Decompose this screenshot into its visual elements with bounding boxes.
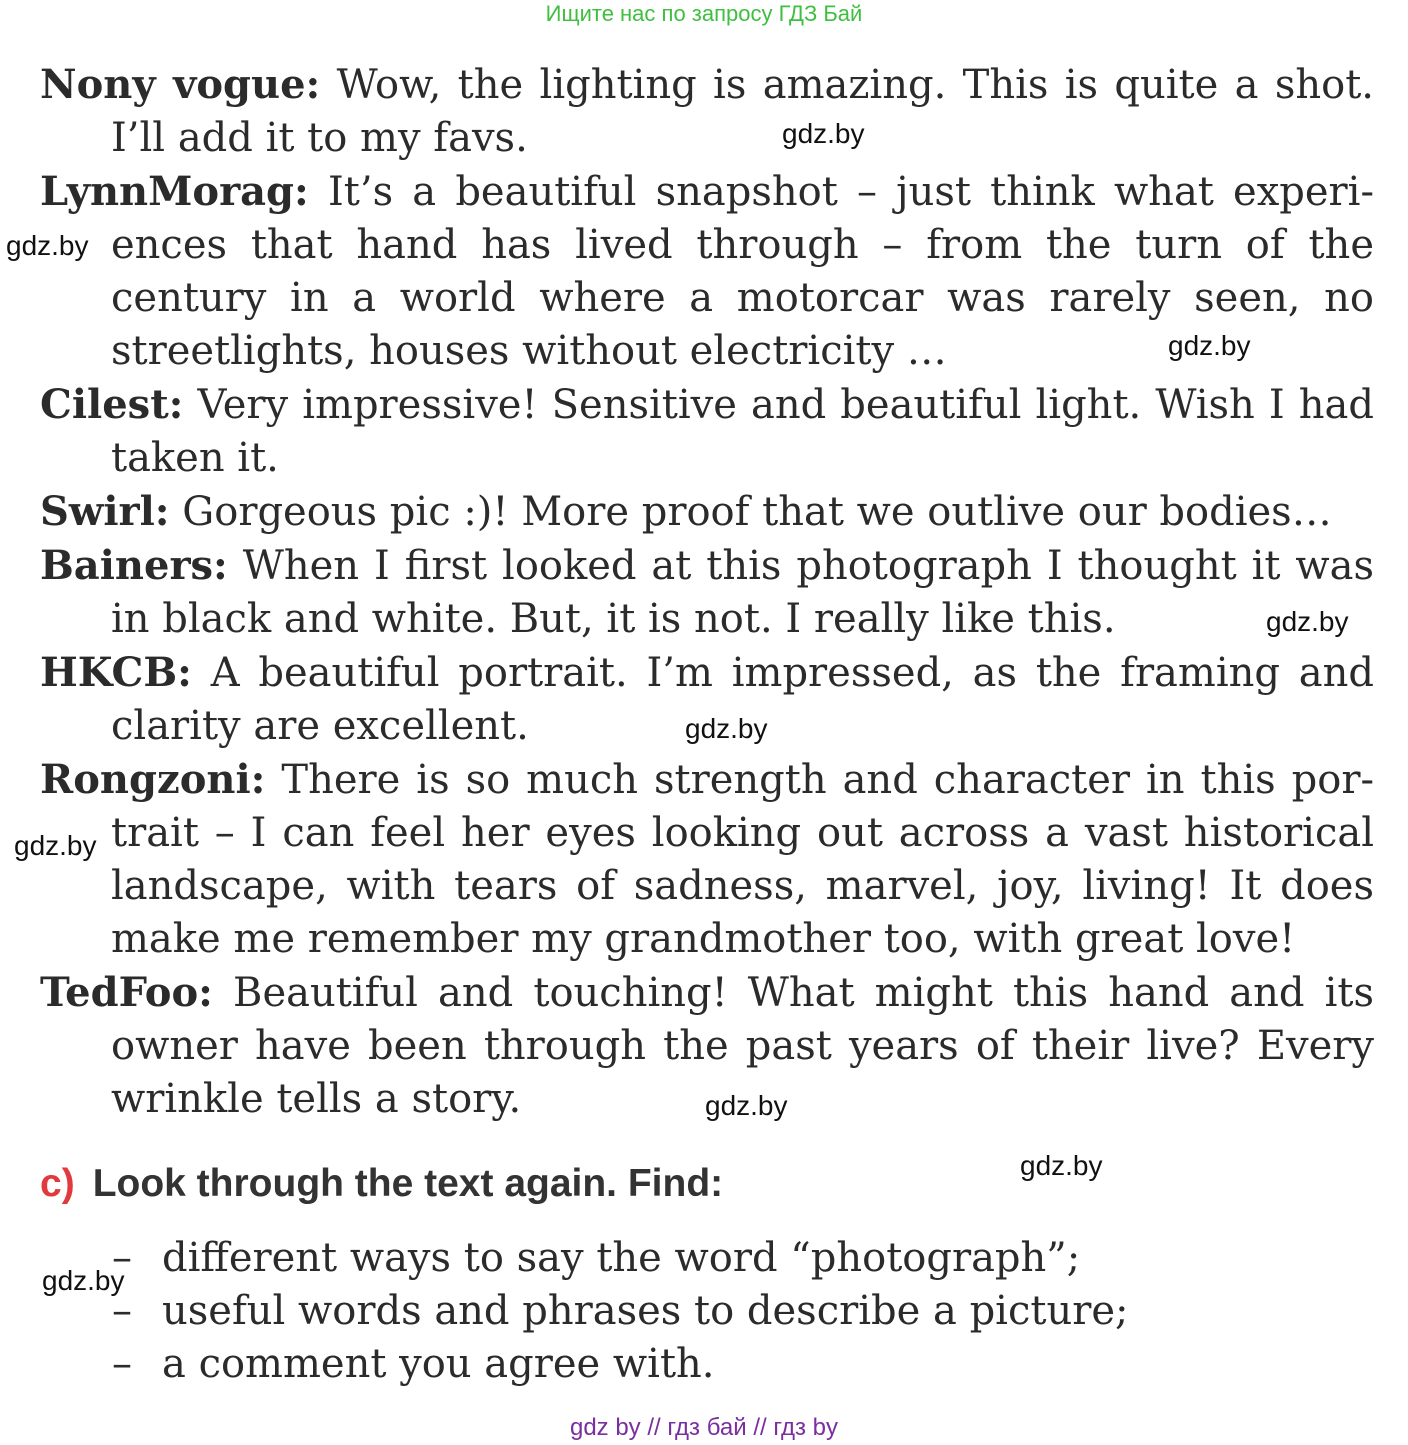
comments-list [40, 58, 1374, 1126]
task-letter: c) [40, 1162, 75, 1205]
comment-author: Cilest: [40, 381, 184, 428]
comment-text: There is so much strength and character in this portrait – I can feel her eyes looking out across a vast historical landscape, with tears of sadness, marvel, joy, living! It does make me remember my grandmother too, with great love! [111, 757, 1374, 962]
watermark: gdz.by [782, 118, 865, 149]
list-item-text: useful words and phrases to describe a picture; [162, 1288, 1129, 1334]
watermark: gdz.by [1020, 1150, 1103, 1181]
task-heading [40, 1160, 723, 1208]
watermark: gdz.by [42, 1265, 125, 1296]
comment-author: HKCB: [40, 649, 192, 696]
comment-author: Rongzoni: [40, 756, 266, 803]
dash-bullet: – [112, 1235, 132, 1281]
comment-author: Nony vogue: [40, 61, 321, 108]
task-instruction: Look through the text again. Find: [92, 1162, 724, 1205]
task-list [112, 1232, 1292, 1391]
list-item [112, 1338, 1292, 1391]
dash-bullet: – [112, 1288, 132, 1334]
comment [40, 753, 1374, 966]
comment-author: LynnMorag: [40, 168, 309, 215]
watermark: gdz.by [6, 230, 89, 261]
comment-text: Very impressive! Sensitive and beautiful light. Wish I had taken it. [111, 382, 1374, 481]
comment-text: A beautiful portrait. I’m impressed, as the framing and clarity are excellent. [111, 650, 1374, 749]
list-item-text: a comment you agree with. [162, 1341, 715, 1387]
comment-text: When I first looked at this photograph I thought it was in black and white. But, it is not. I really like this. [111, 543, 1374, 642]
comment [40, 58, 1374, 165]
dash-bullet: – [112, 1341, 132, 1387]
comment-author: Bainers: [40, 542, 228, 589]
comment-author: TedFoo: [40, 969, 213, 1016]
comment [40, 485, 1374, 539]
comment-text: Beautiful and touching! What might this hand and its owner have been through the past years of their live? Every wrinkle tells a story. [111, 970, 1374, 1122]
comment-text: It’s a beautiful snapshot – just think what experiences that hand has lived through – from the turn of the century in a world where a motorcar was rarely seen, no streetlights, houses without electricity … [111, 169, 1374, 374]
watermark: gdz.by [1168, 330, 1251, 361]
comment [40, 378, 1374, 485]
list-item [112, 1232, 1292, 1285]
comment-text: Gorgeous pic :)! More proof that we outlive our bodies… [182, 489, 1332, 535]
top-banner: Ищите нас по запросу ГДЗ Бай [545, 1, 863, 26]
watermark: gdz.by [685, 713, 768, 744]
watermark: gdz.by [705, 1090, 788, 1121]
list-item-text: different ways to say the word “photograph”; [162, 1235, 1081, 1281]
footer: gdz by // гдз бай // гдз by [569, 1414, 839, 1441]
comment-author: Swirl: [40, 488, 170, 535]
comment-text: Wow, the lighting is amazing. This is quite a shot. I’ll add it to my favs. [111, 62, 1374, 161]
watermark: gdz.by [1266, 606, 1349, 637]
list-item [112, 1285, 1292, 1338]
comment [40, 539, 1374, 646]
watermark: gdz.by [14, 830, 97, 861]
